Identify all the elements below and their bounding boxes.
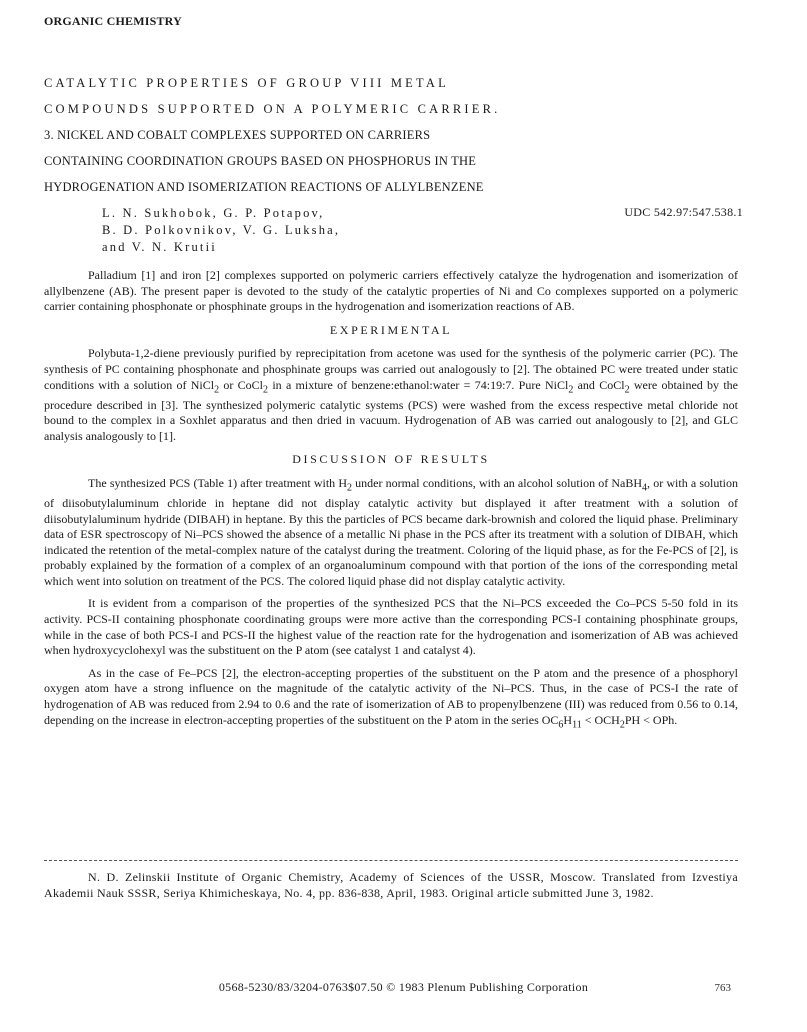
article-body bbox=[44, 268, 738, 740]
disc3-text-b: < OCH bbox=[581, 712, 620, 727]
title-line-1: CATALYTIC PROPERTIES OF GROUP VIII METAL bbox=[44, 76, 449, 90]
disc-text-a: The synthesized PCS (Table 1) after treatment with H bbox=[88, 475, 348, 490]
exp-text-c: in a mixture of benzene:ethanol:water = 74:19:7. Pure NiCl bbox=[268, 377, 569, 392]
disc3-h: H bbox=[563, 712, 573, 727]
exp-text-a: Polybuta-1,2-diene previously purified by reprecipitation from acetone was used for the synthesis of the polymeric carrier (PC). The synthesis of PC containing phosphonate and phosphinate groups was carried out analogously to [2]. The obtained PC were treated under static conditions with a solution of NiCl bbox=[44, 346, 738, 392]
disc3-text-a: As in the case of Fe–PCS [2], the electron-accepting properties of the substituent on the P atom and the presence of a phosphoryl oxygen atom have a strong influence on the magnitude of the catalytic activity of the Ni–PCS. Thus, in the case of PCS-I the rate of hydrogenation of AB was reduced from 2.94 to 0.6 and the rate of isomerization of AB to propenylbenzene (III) was reduced from 0.56 to 0.14, depending on the increase in electron-accepting properties of the substituent on the P atom in the series OC bbox=[44, 665, 738, 727]
discussion-heading: DISCUSSION OF RESULTS bbox=[292, 452, 490, 467]
title-line-4: CONTAINING COORDINATION GROUPS BASED ON PHOSPHORUS IN THE bbox=[44, 154, 477, 168]
title-line-5: HYDROGENATION AND ISOMERIZATION REACTIONS OF ALLYLBENZENE bbox=[44, 180, 484, 194]
exp-sub-a: 2 bbox=[214, 383, 220, 395]
exp-text-d: and CoCl bbox=[573, 377, 625, 392]
copyright-line: 0568-5230/83/3204-0763$07.50 © 1983 Plenum Publishing Corporation bbox=[218, 980, 589, 994]
disc3-text-c: PH < OPh. bbox=[624, 712, 678, 727]
exp-sub-b: 2 bbox=[263, 383, 269, 395]
disc3-sub-11: 11 bbox=[572, 719, 582, 731]
exp-sub-c: 2 bbox=[568, 383, 574, 395]
exp-text-b: or CoCl bbox=[219, 377, 264, 392]
discussion-paragraph-3 bbox=[44, 666, 738, 733]
disc3-sub-2: 2 bbox=[619, 719, 625, 731]
authors-line-3: and V. N. Krutii bbox=[102, 240, 217, 254]
page-number: 763 bbox=[714, 982, 731, 994]
disc-sub-h2: 2 bbox=[347, 482, 353, 494]
udc-code: UDC 542.97:547.538.1 bbox=[624, 205, 743, 219]
article-title bbox=[44, 70, 744, 200]
experimental-heading: EXPERIMENTAL bbox=[329, 322, 453, 337]
authors-line-1: L. N. Sukhobok, G. P. Potapov, bbox=[102, 206, 325, 220]
exp-sub-d: 2 bbox=[624, 383, 630, 395]
discussion-paragraph-1 bbox=[44, 476, 738, 590]
intro-paragraph: Palladium [1] and iron [2] complexes supported on polymeric carriers effectively catalyze the hydrogenation and isomerization of allylbenzene (AB). The present paper is devoted to the study of the catalytic properties of Ni and Co complexes supported on a polymeric carrier containing phosphonate or phosphinate groups in the hydrogenation and isomerization reactions of AB. bbox=[44, 268, 738, 314]
title-line-2: COMPOUNDS SUPPORTED ON A POLYMERIC CARRIER. bbox=[44, 102, 501, 116]
discussion-paragraph-2: It is evident from a comparison of the properties of the synthesized PCS that the Ni–PCS exceeded the Co–PCS 5-50 fold in its activity. PCS-II containing phosphonate coordinating groups were more active than the corresponding PCS-I containing phosphinate groups, while in the case of both PCS-I and PCS-II the highest value of the reaction rate for the hydrogenation and isomerization of AB was achieved when hydroxycyclohexyl was the substituent on the P atom (see catalyst 1 and catalyst 4). bbox=[44, 596, 738, 658]
affiliation-footnote: N. D. Zelinskii Institute of Organic Chemistry, Academy of Sciences of the USSR, Moscow. Translated from Izvestiya Akademii Nauk SSSR, Seriya Khimicheskaya, No. 4, pp. 836-838, April, 1983. Original article submitted June 3, 1982. bbox=[44, 870, 738, 900]
disc-text-b: under normal conditions, with an alcohol solution of NaBH bbox=[352, 475, 643, 490]
author-list bbox=[102, 205, 340, 256]
disc-text-c: , or with a solution of diisobutylaluminum chloride in heptane did not display catalytic activity but displayed it after treatment with a solution of diisobutylaluminum hydride (DIBAH) in heptane. By this the particles of PCS became dark-brownish and colored the liquid phase. Preliminary data of ESR spectroscopy of Ni–PCS showed the absence of a metallic Ni phase in the PCS after its treatment with a solution of DIBAH, which indicated the retention of the metal-complex nature of the catalyst during the treatment. Coloring of the liquid phase, as for the Fe-PCS of [2], is probably explained by the formation of a complex of an organoaluminum compound with that portion of the ions of the corresponding metal which went into solution on treatment of the PCS. The colored liquid phase did not display catalytic activity. bbox=[44, 475, 738, 588]
exp-text-e: were obtained by the procedure described in [3]. The synthesized polymeric catalytic systems (PCS) were washed from the excess respective metal chloride not bound to the complex in a Soxhlet apparatus and then dried in vacuum. Hydrogenation of AB was carried out analogously to [2], and GLC analysis analogously to [1]. bbox=[44, 377, 739, 443]
title-line-3: 3. NICKEL AND COBALT COMPLEXES SUPPORTED ON CARRIERS bbox=[44, 128, 431, 142]
experimental-paragraph bbox=[44, 346, 738, 444]
journal-section-label: ORGANIC CHEMISTRY bbox=[44, 14, 182, 28]
authors-line-2: B. D. Polkovnikov, V. G. Luksha, bbox=[102, 223, 341, 237]
disc3-sub-6: 6 bbox=[558, 719, 564, 731]
disc-sub-4: 4 bbox=[642, 482, 648, 494]
footnote-divider bbox=[44, 860, 738, 861]
